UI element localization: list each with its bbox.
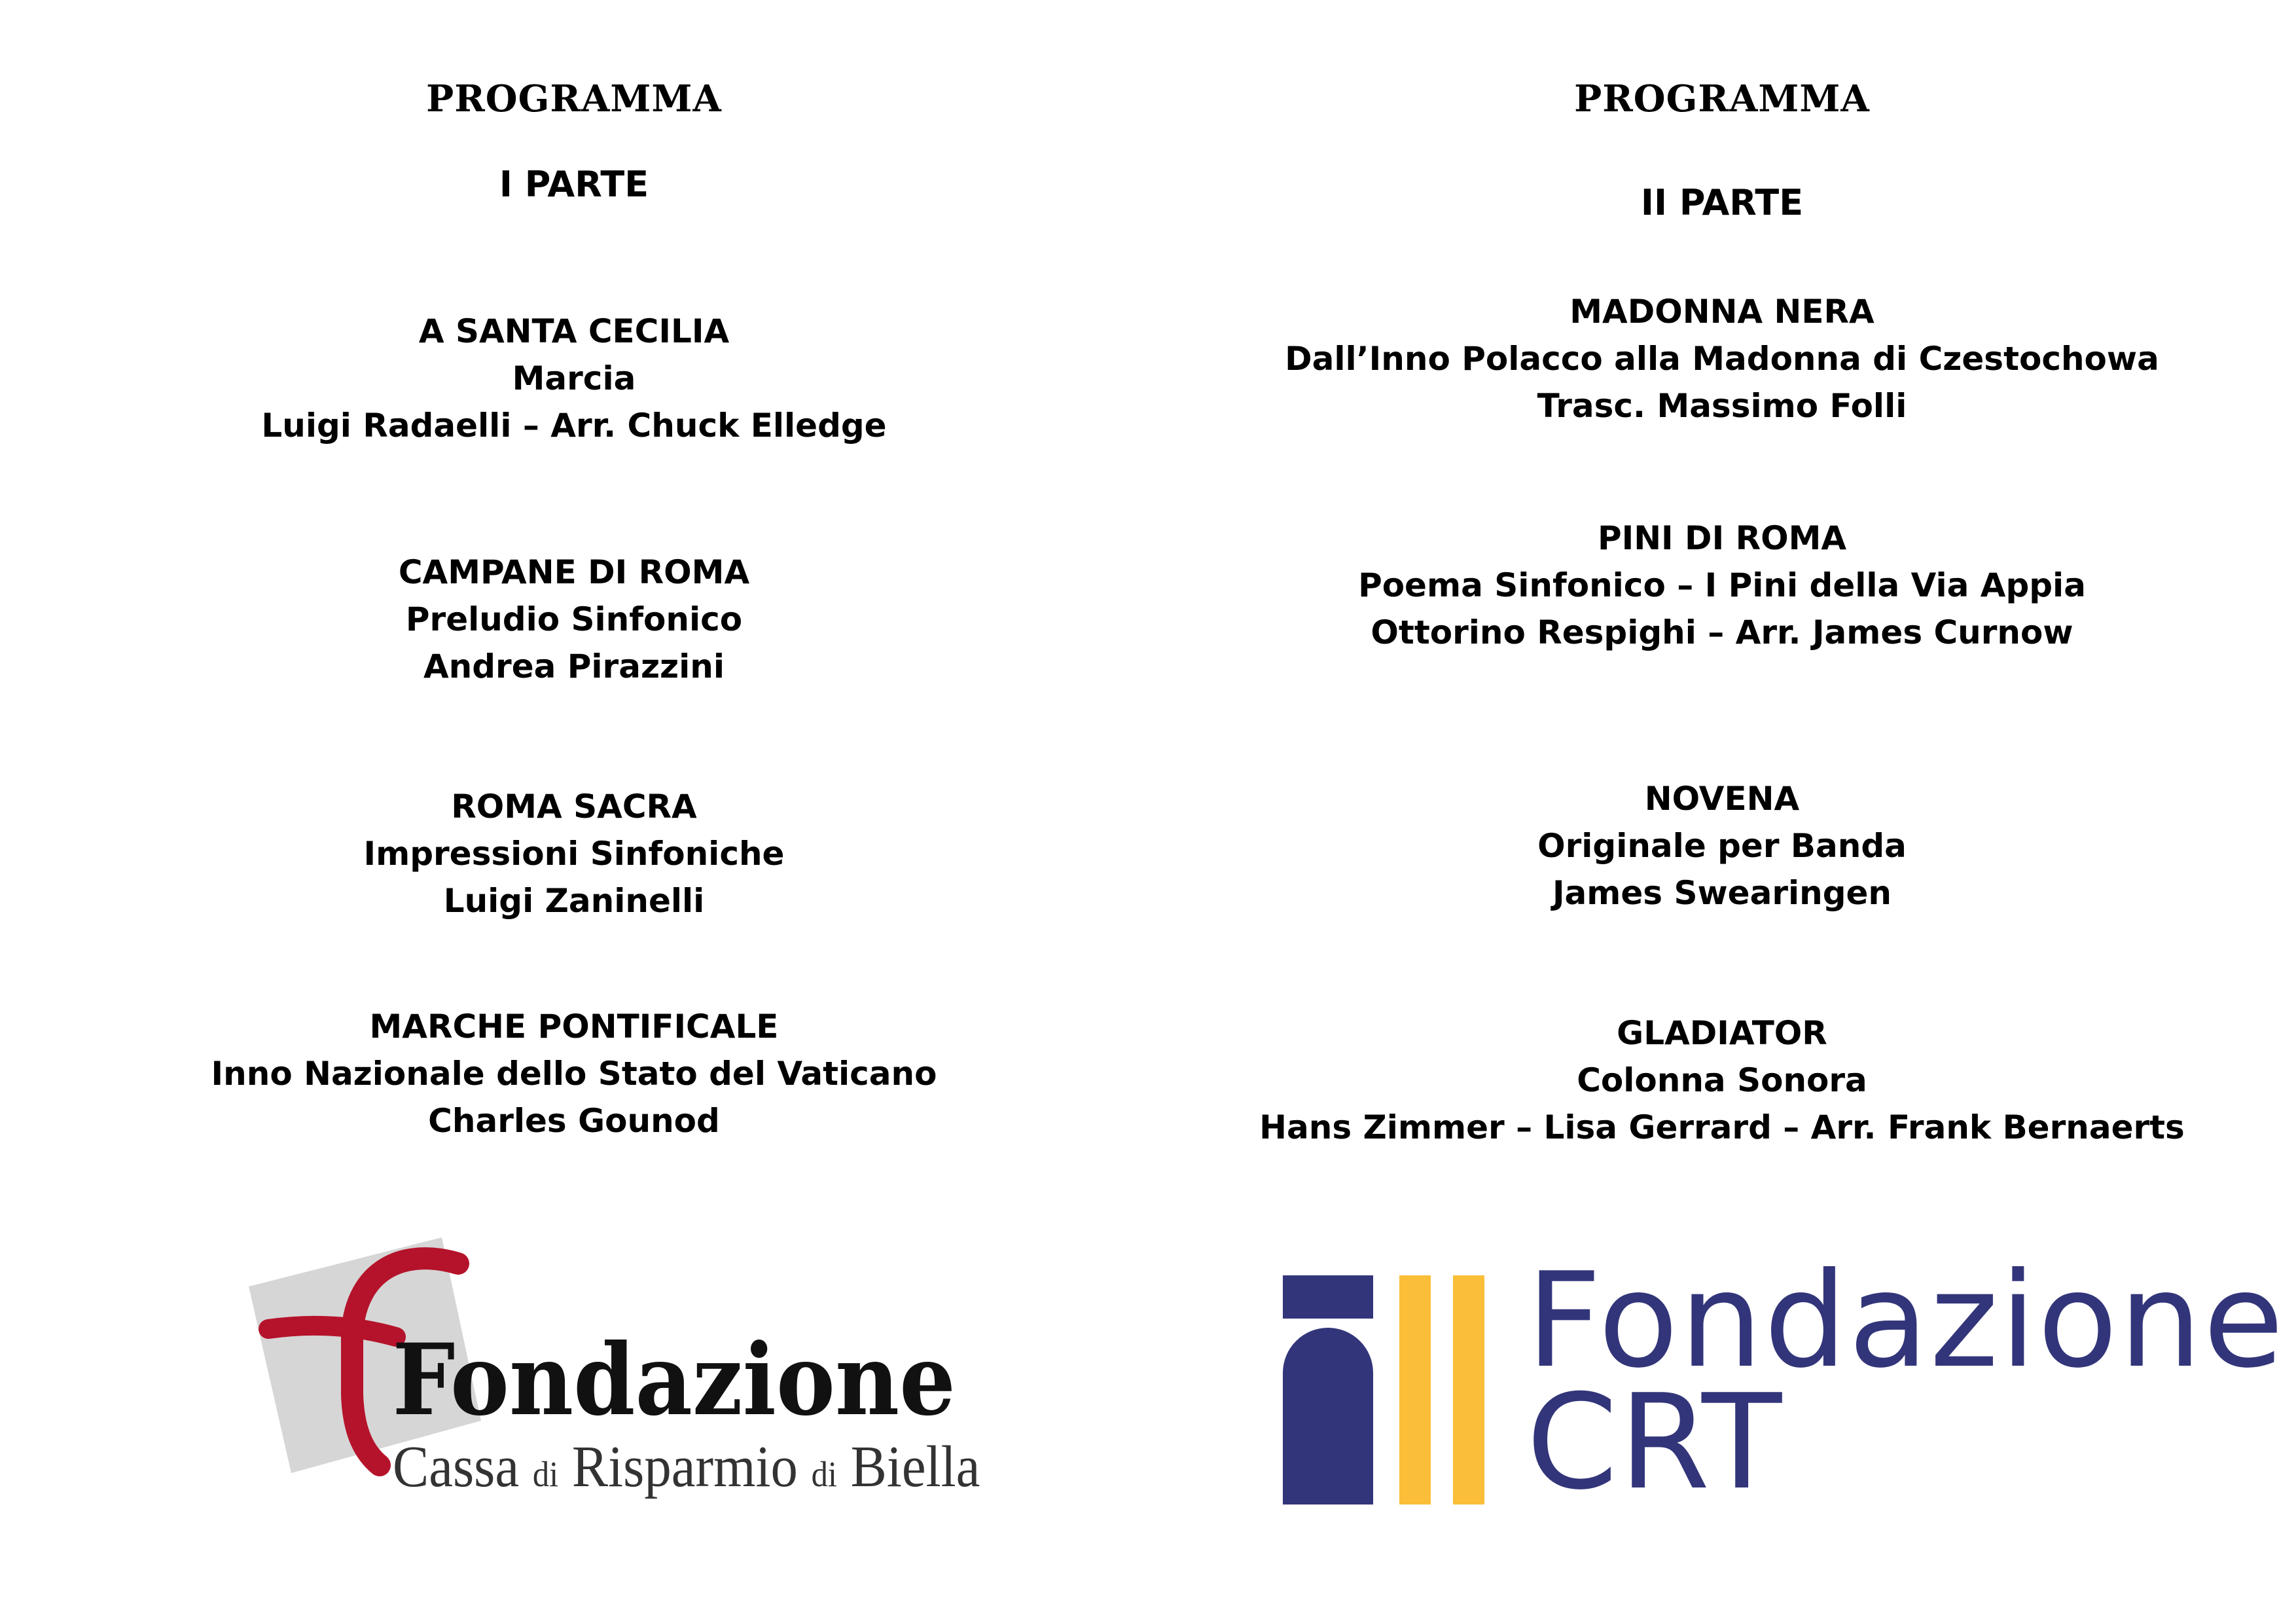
part-two-label: II PARTE <box>1640 182 1804 223</box>
piece-block <box>1148 1010 2296 1151</box>
piece-block <box>1148 775 2296 917</box>
programme-heading-right: PROGRAMMA <box>1574 77 1870 120</box>
crt-emblem-arch-icon <box>1283 1328 1373 1504</box>
fondazione-biella-logo <box>242 1224 980 1525</box>
piece-title: PINI DI ROMA <box>1597 519 1847 557</box>
piece-subtitle: Inno Nazionale dello Stato del Vaticano <box>211 1055 937 1093</box>
piece-subtitle: Dall’Inno Polacco alla Madonna di Czestochowa <box>1285 340 2159 378</box>
piece-credits: Andrea Pirazzini <box>423 647 725 685</box>
piece-subtitle: Impressioni Sinfoniche <box>363 835 785 873</box>
biella-logo-line2: Cassa di Risparmio di Biella <box>393 1433 980 1499</box>
piece-block <box>0 1003 1148 1144</box>
crt-emblem-bar-icon <box>1283 1275 1373 1319</box>
piece-block <box>1148 288 2296 429</box>
piece-credits: Charles Gounod <box>428 1102 720 1140</box>
piece-credits: Ottorino Respighi – Arr. James Curnow <box>1371 613 2073 651</box>
piece-subtitle: Poema Sinfonico – I Pini della Via Appia <box>1358 566 2086 604</box>
piece-credits: Luigi Zaninelli <box>443 882 705 920</box>
piece-title: MARCHE PONTIFICALE <box>369 1008 779 1046</box>
piece-credits: Hans Zimmer – Lisa Gerrard – Arr. Frank Bernaerts <box>1259 1108 2185 1146</box>
piece-block <box>0 783 1148 924</box>
crt-emblem-stripe-icon <box>1399 1275 1431 1504</box>
piece-subtitle: Preludio Sinfonico <box>405 600 743 638</box>
piece-title: ROMA SACRA <box>451 788 697 826</box>
crt-logo-line2: CRT <box>1526 1366 1784 1519</box>
programme-heading-left: PROGRAMMA <box>426 77 722 120</box>
piece-credits: James Swearingen <box>1552 874 1892 912</box>
part-one-label: I PARTE <box>499 164 649 205</box>
piece-credits: Luigi Radaelli – Arr. Chuck Elledge <box>261 407 887 445</box>
piece-subtitle: Colonna Sonora <box>1577 1061 1867 1099</box>
piece-title: GLADIATOR <box>1617 1014 1827 1052</box>
crt-emblem-stripe-icon <box>1453 1275 1484 1504</box>
biella-logo-line1: Fondazione <box>392 1322 956 1438</box>
piece-title: CAMPANE DI ROMA <box>398 553 750 591</box>
piece-block <box>1148 515 2296 656</box>
piece-title: A SANTA CECILIA <box>418 312 730 350</box>
piece-title: MADONNA NERA <box>1570 293 1874 331</box>
piece-title: NOVENA <box>1644 780 1800 818</box>
fondazione-crt-logo <box>1283 1245 2286 1519</box>
piece-block <box>0 549 1148 690</box>
piece-subtitle: Originale per Banda <box>1537 827 1907 865</box>
piece-subtitle: Marcia <box>512 359 636 397</box>
piece-credits: Trasc. Massimo Folli <box>1537 387 1907 425</box>
fondazione-biella-emblem-icon <box>242 1224 980 1525</box>
crt-logo-line1: Fondazione <box>1526 1245 2286 1397</box>
piece-block <box>0 308 1148 449</box>
